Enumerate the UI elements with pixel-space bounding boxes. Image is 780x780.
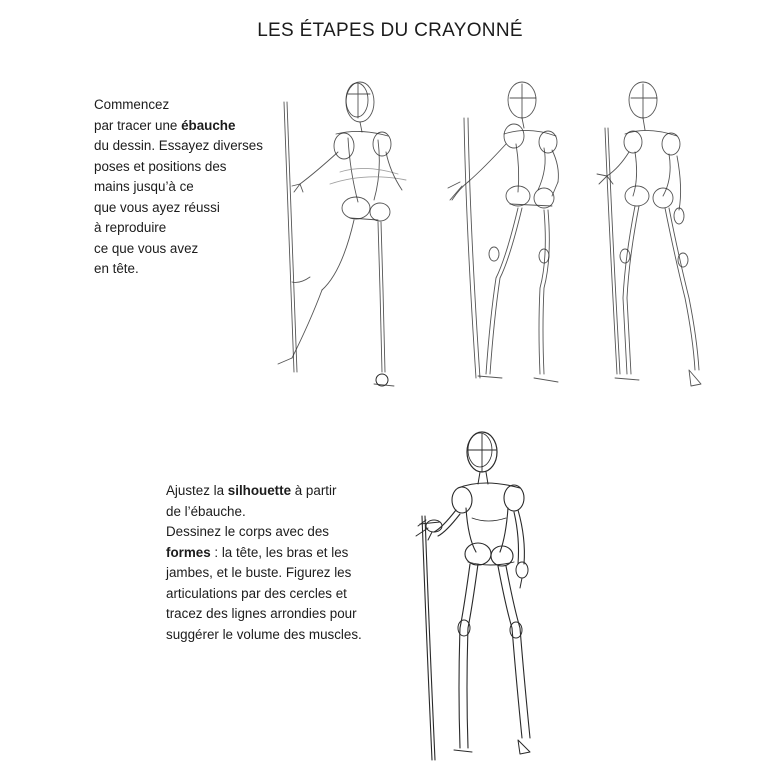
step1-line: du dessin. Essayez diverses (94, 138, 263, 153)
step2-line: de l’ébauche. (166, 503, 246, 519)
keyword-ebauche: ébauche (181, 117, 236, 133)
step2-line: tracez des lignes arrondies pour (166, 606, 357, 621)
stick-figure-sketch-3 (585, 78, 725, 398)
step1-line: par tracer une ébauche (94, 117, 236, 133)
page-title: LES ÉTAPES DU CRAYONNÉ (257, 20, 523, 41)
step2-line: formes : la tête, les bras et les (166, 544, 349, 560)
keyword-silhouette: silhouette (227, 483, 292, 498)
step1-line: en tête. (94, 261, 139, 276)
step2-line: jambes, et le buste. Figurez les (166, 565, 352, 580)
step1-paragraph (94, 95, 263, 280)
step2-line: Ajustez la silhouette à partir (166, 483, 337, 498)
step1-line: poses et positions des (94, 158, 227, 174)
step1-line: à reproduire (94, 220, 167, 235)
stick-figure-sketch-4 (402, 428, 562, 768)
step2-line: Dessinez le corps avec des (166, 524, 329, 539)
stick-figure-sketch-2 (440, 78, 580, 398)
step2-line: suggérer le volume des muscles. (166, 626, 362, 642)
step1-line: Commencez (94, 97, 170, 112)
step1-line: ce que vous avez (94, 240, 199, 256)
step2-line: articulations par des cercles et (166, 585, 347, 601)
step2-paragraph (166, 481, 362, 645)
step1-line: que vous ayez réussi (94, 199, 220, 215)
keyword-formes: formes (166, 544, 211, 560)
step1-line: mains jusqu’à ce (94, 179, 194, 194)
stick-figure-sketch-1 (270, 72, 410, 402)
